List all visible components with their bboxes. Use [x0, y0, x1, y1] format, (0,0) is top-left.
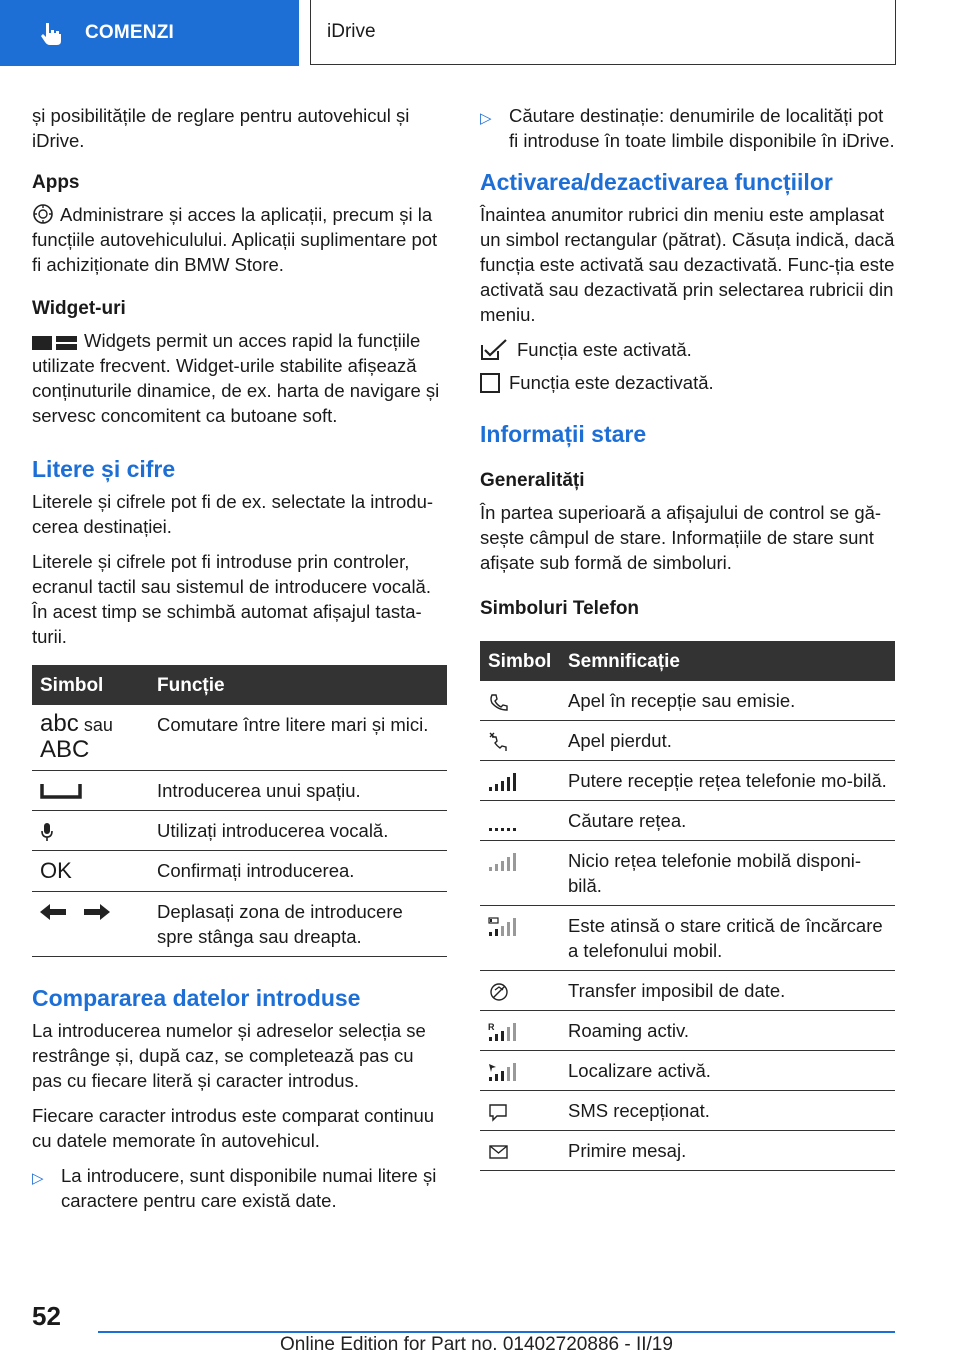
table-row: [480, 801, 895, 841]
low-battery-icon: [488, 917, 516, 937]
widget-heading: Widget-uri: [32, 298, 126, 319]
symbol-cell: [480, 681, 560, 721]
sms-icon: [488, 1102, 510, 1122]
phone-call-icon: [488, 692, 510, 712]
section-tab[interactable]: [0, 0, 299, 66]
symbol-cell: [32, 705, 149, 771]
phone-symbols-heading: Simboluri Telefon: [480, 598, 640, 619]
table-header-row: [480, 641, 895, 681]
chapter-header: [310, 0, 896, 65]
footer-divider: [98, 1331, 895, 1333]
table-row: [480, 906, 895, 971]
activated-text: Funcția este activată.: [517, 339, 692, 360]
table-row: [32, 771, 447, 811]
deactivated-row: [480, 370, 895, 395]
symbol-cell: [480, 906, 560, 971]
status-heading: Informații stare: [480, 421, 647, 447]
widget-paragraph: [32, 328, 447, 428]
letters-paragraph-1: Literele și cifrele pot fi de ex. selectate la introdu-cerea destinației.: [32, 491, 434, 537]
activation-paragraph: Înaintea anumitor rubrici din meniu este amplasat un simbol rectangular (pătrat). Căsuța indică, dacă funcția este activată sau dezactivată. Func-ția este activată sau dezactivată prin selectarea rubricii din meniu.: [480, 204, 895, 325]
edition-text: Online Edition for Part no. 01402720886 - II/19: [280, 1334, 673, 1355]
apps-heading: Apps: [32, 172, 80, 193]
search-bullet-text: Căutare destinație: denumirile de localități pot fi introduse în toate limbile disponibile în iDrive.: [509, 105, 895, 151]
symbol-cell: [480, 801, 560, 841]
no-network-icon: [488, 852, 516, 872]
checkbox-empty-icon: [480, 373, 500, 393]
missed-call-icon: [488, 732, 510, 752]
letters-table: [32, 665, 447, 957]
column-header-symbol: Simbol: [480, 641, 560, 681]
table-row: [480, 841, 895, 906]
general-heading: Generalități: [480, 470, 585, 491]
symbol-cell: [32, 892, 149, 957]
function-cell: Deplasați zona de introducere spre stânga sau dreapta.: [149, 892, 447, 957]
letters-paragraph-2: Literele și cifrele pot fi introduse prin controler, ecranul tactil sau sistemul de introducere vocală. În acest timp se schimbă automat afișajul tasta-turii.: [32, 551, 431, 647]
meaning-cell: Primire mesaj.: [560, 1131, 895, 1171]
general-paragraph: În partea superioară a afișajului de control se gă-sește câmpul de stare. Informațiile de stare sunt afișate sub formă de simboluri.: [480, 502, 882, 573]
symbol-cell: [32, 811, 149, 851]
symbol-cell: [32, 771, 149, 811]
compare-paragraph-2: Fiecare caracter introdus este comparat continuu cu datele memorate în autovehicul.: [32, 1105, 435, 1151]
symbol-cell: [480, 1011, 560, 1051]
compare-heading: Compararea datelor introduse: [32, 985, 361, 1011]
location-icon: [488, 1062, 516, 1082]
space-icon: [40, 782, 82, 800]
meaning-cell: SMS recepționat.: [560, 1091, 895, 1131]
table-row: [32, 705, 447, 771]
microphone-icon: [40, 822, 54, 842]
hand-pointer-icon: [38, 19, 66, 47]
signal-strength-icon: [488, 772, 516, 792]
svg-text:R: R: [488, 1022, 495, 1032]
symbol-cell: [32, 851, 149, 892]
meaning-cell: Localizare activă.: [560, 1051, 895, 1091]
activated-row: [480, 337, 895, 362]
bullet-triangle-icon: ▷: [32, 1170, 44, 1187]
table-row: [480, 1011, 895, 1051]
roaming-icon: [488, 1022, 516, 1042]
letters-heading: Litere și cifre: [32, 456, 176, 482]
meaning-cell: Apel în recepție sau emisie.: [560, 681, 895, 721]
table-row: [480, 971, 895, 1011]
meaning-cell: Transfer imposibil de date.: [560, 971, 895, 1011]
table-row: [480, 721, 895, 761]
search-bullet: [480, 103, 895, 153]
meaning-cell: Putere recepție rețea telefonie mo-bilă.: [560, 761, 895, 801]
apps-text: Administrare și acces la aplicații, precum și la funcțiile autovehiculului. Aplicații suplimentare pot fi achiziționate din BMW Store.: [32, 204, 438, 275]
table-row: [480, 681, 895, 721]
meaning-cell: Este atinsă o stare critică de încărcare a telefonului mobil.: [560, 906, 895, 971]
left-column: [32, 103, 447, 1223]
section-label: COMENZI: [85, 22, 175, 43]
mail-icon: [488, 1142, 510, 1162]
table-row: [32, 892, 447, 957]
page-number: 52: [32, 1301, 61, 1331]
function-cell: Introducerea unui spațiu.: [149, 771, 447, 811]
bullet-triangle-icon: ▷: [480, 110, 492, 127]
right-column: [480, 103, 895, 1171]
network-search-icon: [488, 812, 516, 832]
table-row: [480, 1131, 895, 1171]
activation-heading: Activarea/dezactivarea funcțiilor: [480, 169, 833, 195]
symbol-cell: [480, 971, 560, 1011]
intro-paragraph: și posibilitățile de reglare pentru autovehicul și iDrive.: [32, 105, 410, 151]
widget-icon: [32, 333, 78, 351]
apps-paragraph: [32, 202, 447, 277]
table-row: [32, 851, 447, 892]
no-data-icon: [488, 982, 510, 1002]
meaning-cell: Căutare rețea.: [560, 801, 895, 841]
column-header-function: Funcție: [149, 665, 447, 705]
checkbox-checked-icon: [480, 339, 508, 361]
column-header-meaning: Semnificație: [560, 641, 895, 681]
meaning-cell: Nicio rețea telefonie mobilă disponi-bilă.: [560, 841, 895, 906]
symbol-cell: [480, 1091, 560, 1131]
compare-paragraph-1: La introducerea numelor și adreselor selecția se restrânge și, după caz, se completează pas cu pas cu fiecare literă și caracter introdus.: [32, 1020, 426, 1091]
phone-symbols-table: [480, 641, 895, 1171]
table-row: [480, 761, 895, 801]
symbol-cell: [480, 1131, 560, 1171]
function-cell: Confirmați introducerea.: [149, 851, 447, 892]
symbol-cell: [480, 1051, 560, 1091]
ok-symbol: OK: [40, 858, 72, 883]
function-cell: Comutare între litere mari și mici.: [149, 705, 447, 771]
column-header-symbol: Simbol: [32, 665, 149, 705]
widget-text: Widgets permit un acces rapid la funcțiile utilizate frecvent. Widget-urile stabilite afișează conținuturile dinamice, de ex. harta de navigare și servesc concomitent ca butoane soft.: [32, 330, 440, 426]
function-cell: Utilizați introducerea vocală.: [149, 811, 447, 851]
table-header-row: [32, 665, 447, 705]
symbol-cell: [480, 841, 560, 906]
symbol-uppercase: ABC: [40, 736, 90, 763]
arrows-left-right-icon: [40, 903, 112, 921]
meaning-cell: Roaming activ.: [560, 1011, 895, 1051]
meaning-cell: Apel pierdut.: [560, 721, 895, 761]
apps-icon: [32, 203, 54, 225]
table-row: [480, 1051, 895, 1091]
symbol-lowercase: abc: [40, 710, 79, 737]
symbol-cell: [480, 761, 560, 801]
deactivated-text: Funcția este dezactivată.: [509, 372, 714, 393]
symbol-cell: [480, 721, 560, 761]
compare-bullet: [32, 1163, 447, 1213]
chapter-label: iDrive: [327, 21, 376, 42]
compare-bullet-text: La introducere, sunt disponibile numai litere și caractere pentru care există date.: [61, 1165, 437, 1211]
symbol-separator: sau: [83, 715, 113, 735]
table-row: [480, 1091, 895, 1131]
table-row: [32, 811, 447, 851]
